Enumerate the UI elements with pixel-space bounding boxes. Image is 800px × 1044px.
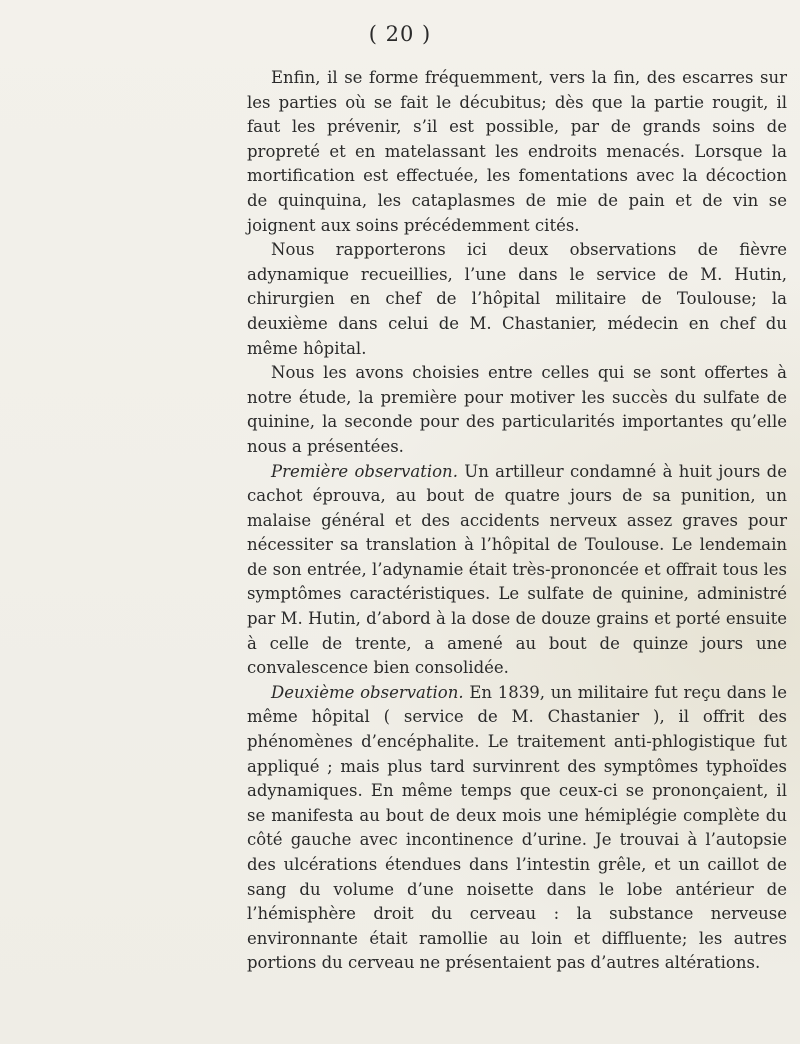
paragraph-3-text: Nous les avons choisies entre celles qui se sont offertes à notre étude, la première pour motiver les succès du sulfate de quinine, la seconde pour des particularités importantes qu’elle nous a présentées. — [247, 363, 787, 456]
paragraph-1-text: Enfin, il se forme fréquemment, vers la fin, des escarres sur les parties où se fait le décubitus; dès que la partie rougit, il faut les prévenir, s’il est possible, par de grands soins de propreté et en matelassant les endroits menacés. Lorsque la mortification est effectuée, les fomentations avec la décoction de quinquina, les cataplasmes de mie de pain et de vin se joignent aux soins précédemment cités. — [247, 68, 787, 235]
page-number: ( 20 ) — [368, 22, 432, 46]
paragraph-4-text: Un artilleur condamné à huit jours de cachot éprouva, au bout de quatre jours de sa punition, un malaise général et des accidents nerveux assez graves pour nécessiter sa translation à l’hôpital de Toulouse. Le lendemain de son entrée, l’adynamie était très-prononcée et offrait tous les symptômes caractéristiques. Le sulfate de quinine, administré par M. Hutin, d’abord à la dose de douze grains et porté ensuite à celle de trente, a amené au bout de quinze jours une convalescence bien consolidée. — [247, 461, 787, 678]
body-text — [247, 66, 787, 976]
paragraph-2 — [247, 238, 787, 361]
paragraph-2-text: Nous rapporterons ici deux observations de fièvre adynamique recueillies, l’une dans le service de M. Hutin, chirurgien en chef de l’hôpital militaire de Toulouse; la deuxième dans celui de M. Chastanier, médecin en chef du même hôpital. — [247, 240, 787, 358]
observation-2-heading: Deuxième observation. — [271, 682, 464, 702]
paragraph-3 — [247, 361, 787, 459]
paragraph-4 — [247, 460, 787, 681]
observation-1-heading: Première observation. — [271, 461, 458, 481]
paragraph-5-text: En 1839, un militaire fut reçu dans le même hôpital ( service de M. Chastanier ), il offrit des phénomènes d’encéphalite. Le traitement anti-phlogistique fut appliqué ; mais plus tard survinrent des symptômes typhoïdes adynamiques. En même temps que ceux-ci se prononçaient, il se manifesta au bout de deux mois une hémiplégie complète du côté gauche avec incontinence d’urine. Je trouvai à l’autopsie des ulcérations étendues dans l’intestin grêle, et un caillot de sang du volume d’une noisette dans le lobe antérieur de l’hémisphère droit du cerveau : la substance nerveuse environnante était ramollie au loin et diffluente; les autres portions du cerveau ne présentaient pas d’autres altérations. — [247, 682, 787, 973]
paragraph-5 — [247, 681, 787, 976]
paragraph-1 — [247, 66, 787, 238]
